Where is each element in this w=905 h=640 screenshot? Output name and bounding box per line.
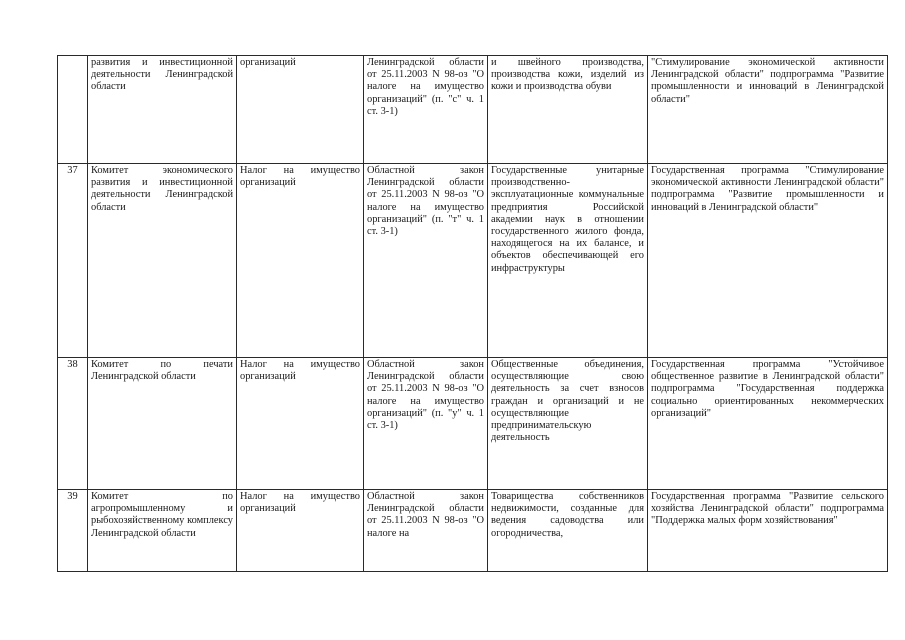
table-row xyxy=(58,56,888,164)
tax-benefits-table xyxy=(57,55,888,572)
subject-cell: Общественные объединения, осуществляющие свою деятельность за счет взносов граждан и организаций и не осуществляющие предпринимательскую деятельность xyxy=(488,358,648,490)
subject-cell: Государственные унитарные производственно-эксплуатационные коммунальные предприятия Российской академии наук в отношении государственного жилого фонда, находящегося на их балансе, и объектов обеспечивающей его инфраструктуры xyxy=(488,164,648,358)
agency-cell: Комитет экономического развития и инвестиционной деятельности Ленинградской области xyxy=(88,164,237,358)
row-number: 37 xyxy=(58,164,88,358)
program-text: Государственная программа "Развитие сельского хозяйства Ленинградской области" подпрограмма "Поддержка малых форм хозяйствования" xyxy=(651,491,884,527)
agency-text: Комитет по агропромышленному и рыбохозяйственному комплексу Ленинградской области xyxy=(91,491,233,539)
table-row xyxy=(58,164,888,358)
law-cell: Областной закон Ленинградской области от 25.11.2003 N 98-оз "О налоге на имущество организаций" (п. "т" ч. 1 ст. 3-1) xyxy=(364,164,488,358)
subject-cell: и швейного производства, производства кожи, изделий из кожи и производства обуви xyxy=(488,56,648,164)
law-text: Областной закон Ленинградской области от 25.11.2003 N 98-оз "О налоге на xyxy=(367,491,484,539)
agency-cell xyxy=(88,490,237,572)
table-row xyxy=(58,358,888,490)
tax-text: Налог на имущество организаций xyxy=(240,491,360,515)
row-number xyxy=(58,56,88,164)
agency-cell: развития и инвестиционной деятельности Ленинградской области xyxy=(88,56,237,164)
tax-cell xyxy=(237,490,364,572)
law-cell: Областной закон Ленинградской области от 25.11.2003 N 98-оз "О налоге на имущество организаций" (п. "у" ч. 1 ст. 3-1) xyxy=(364,358,488,490)
subject-text: Товарищества собственников недвижимости, созданные для ведения садоводства или огородничества, xyxy=(491,491,644,539)
row-number: 38 xyxy=(58,358,88,490)
law-cell: Ленинградской области от 25.11.2003 N 98-оз "О налоге на имущество организаций" (п. "с" ч. 1 ст. 3-1) xyxy=(364,56,488,164)
program-cell: "Стимулирование экономической активности Ленинградской области" подпрограмма "Развитие промышленности и инноваций в Ленинградской области" xyxy=(648,56,888,164)
table-row xyxy=(58,490,888,572)
row-number-text: 39 xyxy=(67,491,78,502)
program-cell xyxy=(648,490,888,572)
agency-cell: Комитет по печати Ленинградской области xyxy=(88,358,237,490)
tax-cell: Налог на имущество организаций xyxy=(237,164,364,358)
tax-cell: Налог на имущество организаций xyxy=(237,358,364,490)
program-cell: Государственная программа "Стимулирование экономической активности Ленинградской области" подпрограмма "Развитие промышленности и инноваций в Ленинградской области" xyxy=(648,164,888,358)
law-cell xyxy=(364,490,488,572)
subject-cell xyxy=(488,490,648,572)
tax-cell: организаций xyxy=(237,56,364,164)
row-number xyxy=(58,490,88,572)
program-cell: Государственная программа "Устойчивое общественное развитие в Ленинградской области" подпрограмма "Государственная поддержка социально ориентированных некоммерческих организаций" xyxy=(648,358,888,490)
